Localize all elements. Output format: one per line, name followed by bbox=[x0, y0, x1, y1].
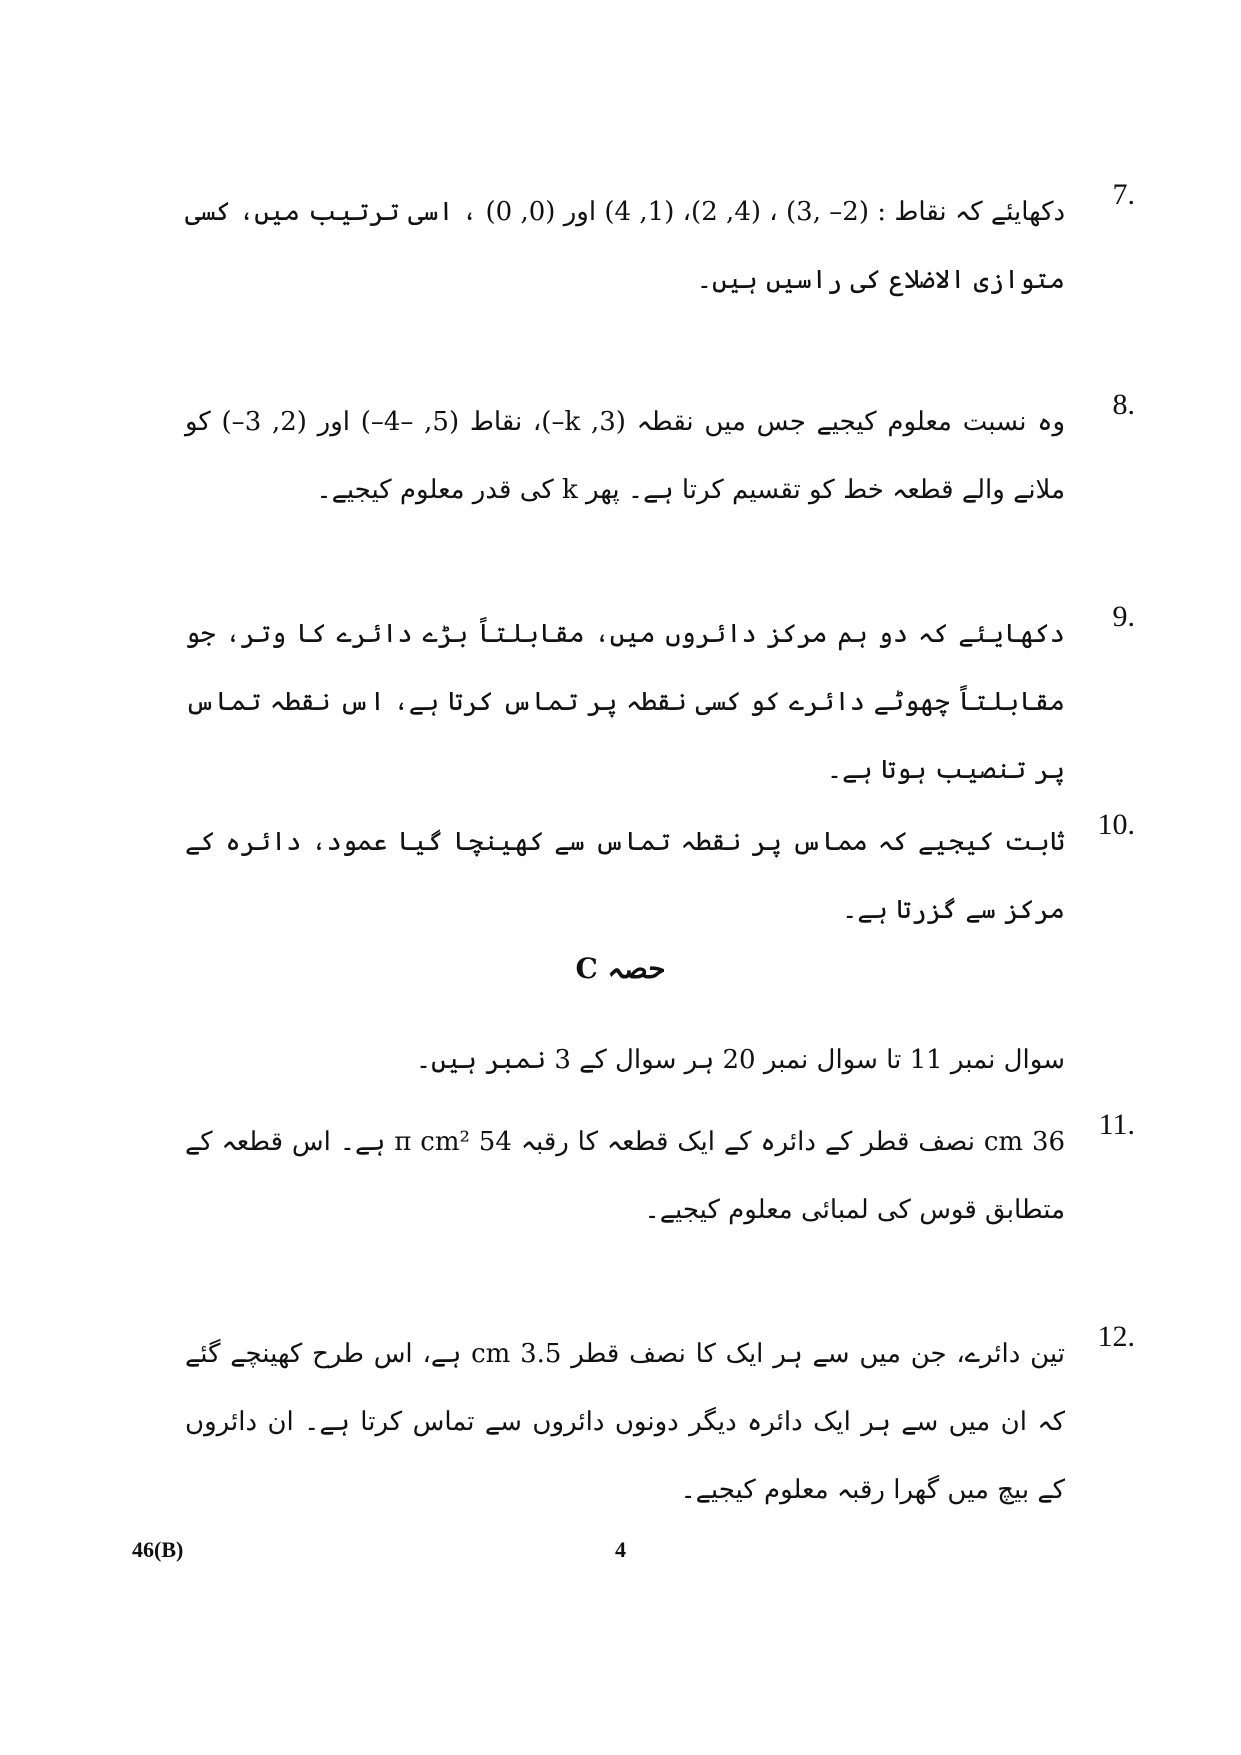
question-8 bbox=[185, 388, 1135, 524]
question-number: 12. bbox=[1097, 1320, 1135, 1353]
question-text: ثابت کیجیے کہ مماس پر نقطہ تماس سے کھینچا گیا عمود، دائرہ کے مرکز سے گزرتا ہے۔ bbox=[185, 827, 1065, 925]
question-11 bbox=[185, 1108, 1135, 1244]
question-text: وہ نسبت معلوم کیجیے جس میں نقطہ (3, k–)، نقاط (5, –4–) اور (2, 3–) کو ملانے والے قطعہ خط کو تقسیم کرتا ہے۔ پھر k کی قدر معلوم کیجیے۔ bbox=[185, 407, 1066, 505]
section-title: حصہ C bbox=[575, 952, 666, 985]
page-number: 4 bbox=[615, 1537, 626, 1562]
question-number: 10. bbox=[1097, 808, 1135, 841]
question-text: تین دائرے، جن میں سے ہر ایک کا نصف قطر 3.5 cm ہے، اس طرح کھینچے گئے کہ ان میں سے ہر ایک دائرہ دیگر دونوں دائروں سے تماس کرتا ہے۔ ان دائروں کے بیچ میں گھرا رقبہ معلوم کیجیے۔ bbox=[185, 1339, 1066, 1505]
question-9 bbox=[185, 600, 1135, 804]
question-number: 8. bbox=[1112, 388, 1135, 421]
question-7 bbox=[185, 178, 1135, 314]
question-number: 7. bbox=[1112, 178, 1135, 211]
paper-code: 46(B) bbox=[132, 1537, 184, 1562]
section-instruction: سوال نمبر 11 تا سوال نمبر 20 ہر سوال کے 3 نمبر ہیں۔ bbox=[415, 1045, 1065, 1075]
question-text: 36 cm نصف قطر کے دائرہ کے ایک قطعہ کا رقبہ 54 π cm² ہے۔ اس قطعہ کے متطابق قوس کی لمبائی معلوم کیجیے۔ bbox=[185, 1127, 1066, 1225]
question-10 bbox=[185, 808, 1135, 944]
question-number: 9. bbox=[1112, 600, 1135, 633]
question-text: دکھایئے کہ دو ہم مرکز دائروں میں، مقابلتاً بڑے دائرے کا وتر، جو مقابلتاً چھوٹے دائرے کو کسی نقطہ پر تماس کرتا ہے، اس نقطہ تماس پر تنصیب ہوتا ہے۔ bbox=[185, 619, 1065, 785]
question-text: دکھایئے کہ نقاط : (2– ,3) ، (4, 2)، (1, 4) اور (0, 0) ، اسی ترتیب میں، کسی متوازی الاضلاع کی راسیں ہیں۔ bbox=[185, 197, 1066, 295]
question-number: 11. bbox=[1098, 1108, 1135, 1141]
question-12 bbox=[185, 1320, 1135, 1524]
